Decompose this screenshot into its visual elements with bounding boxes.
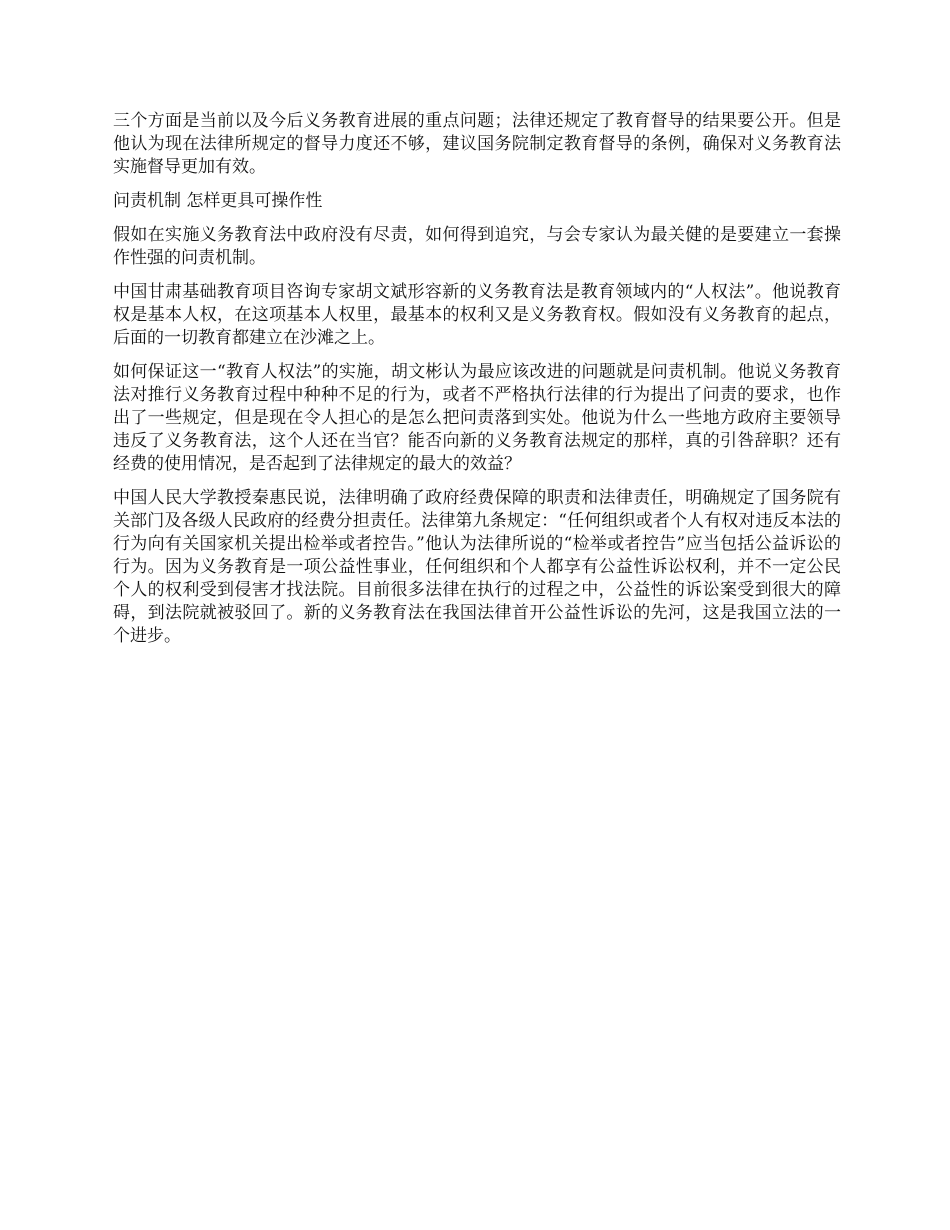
paragraph-accountability-intro: 假如在实施义务教育法中政府没有尽责，如何得到追究，与会专家认为最关健的是要建立一套操作性强的问责机制。 xyxy=(113,225,841,268)
paragraph-human-rights-law: 中国甘肃基础教育项目咨询专家胡文斌形容新的义务教育法是教育领域内的“人权法”。他说教育权是基本人权，在这项基本人权里，最基本的权利又是义务教育权。假如没有义务教育的起点，后面的一切教育都建立在沙滩之上。 xyxy=(113,282,841,348)
paragraph-accountability-mechanism: 如何保证这一“教育人权法”的实施，胡文彬认为最应该改进的问题就是问责机制。他说义务教育法对推行义务教育过程中种种不足的行为，或者不严格执行法律的行为提出了问责的要求，也作出了一些规定，但是现在令人担心的是怎么把问责落到实处。他说为什么一些地方政府主要领导违反了义务教育法，这个人还在当官？能否向新的义务教育法规定的那样，真的引咎辞职？还有经费的使用情况，是否起到了法律规定的最大的效益？ xyxy=(113,362,841,474)
document-page xyxy=(113,110,841,659)
paragraph-public-interest-litigation: 中国人民大学教授秦惠民说，法律明确了政府经费保障的职责和法律责任，明确规定了国务院有关部门及各级人民政府的经费分担责任。法律第九条规定：“任何组织或者个人有权对违反本法的行为向有关国家机关提出检举或者控告。”他认为法律所说的“检举或者控告”应当包括公益诉讼的行为。因为义务教育是一项公益性事业，任何组织和个人都享有公益性诉讼权利，并不一定公民个人的权利受到侵害才找法院。目前很多法律在执行的过程之中，公益性的诉讼案受到很大的障碍，到法院就被驳回了。新的义务教育法在我国法律首开公益性诉讼的先河，这是我国立法的一个进步。 xyxy=(113,488,841,646)
section-heading-accountability: 问责机制 怎样更具可操作性 xyxy=(113,191,323,211)
paragraph-supervision: 三个方面是当前以及今后义务教育进展的重点问题；法律还规定了教育督导的结果要公开。但是他认为现在法律所规定的督导力度还不够，建议国务院制定教育督导的条例，确保对义务教育法实施督导更加有效。 xyxy=(113,111,841,177)
